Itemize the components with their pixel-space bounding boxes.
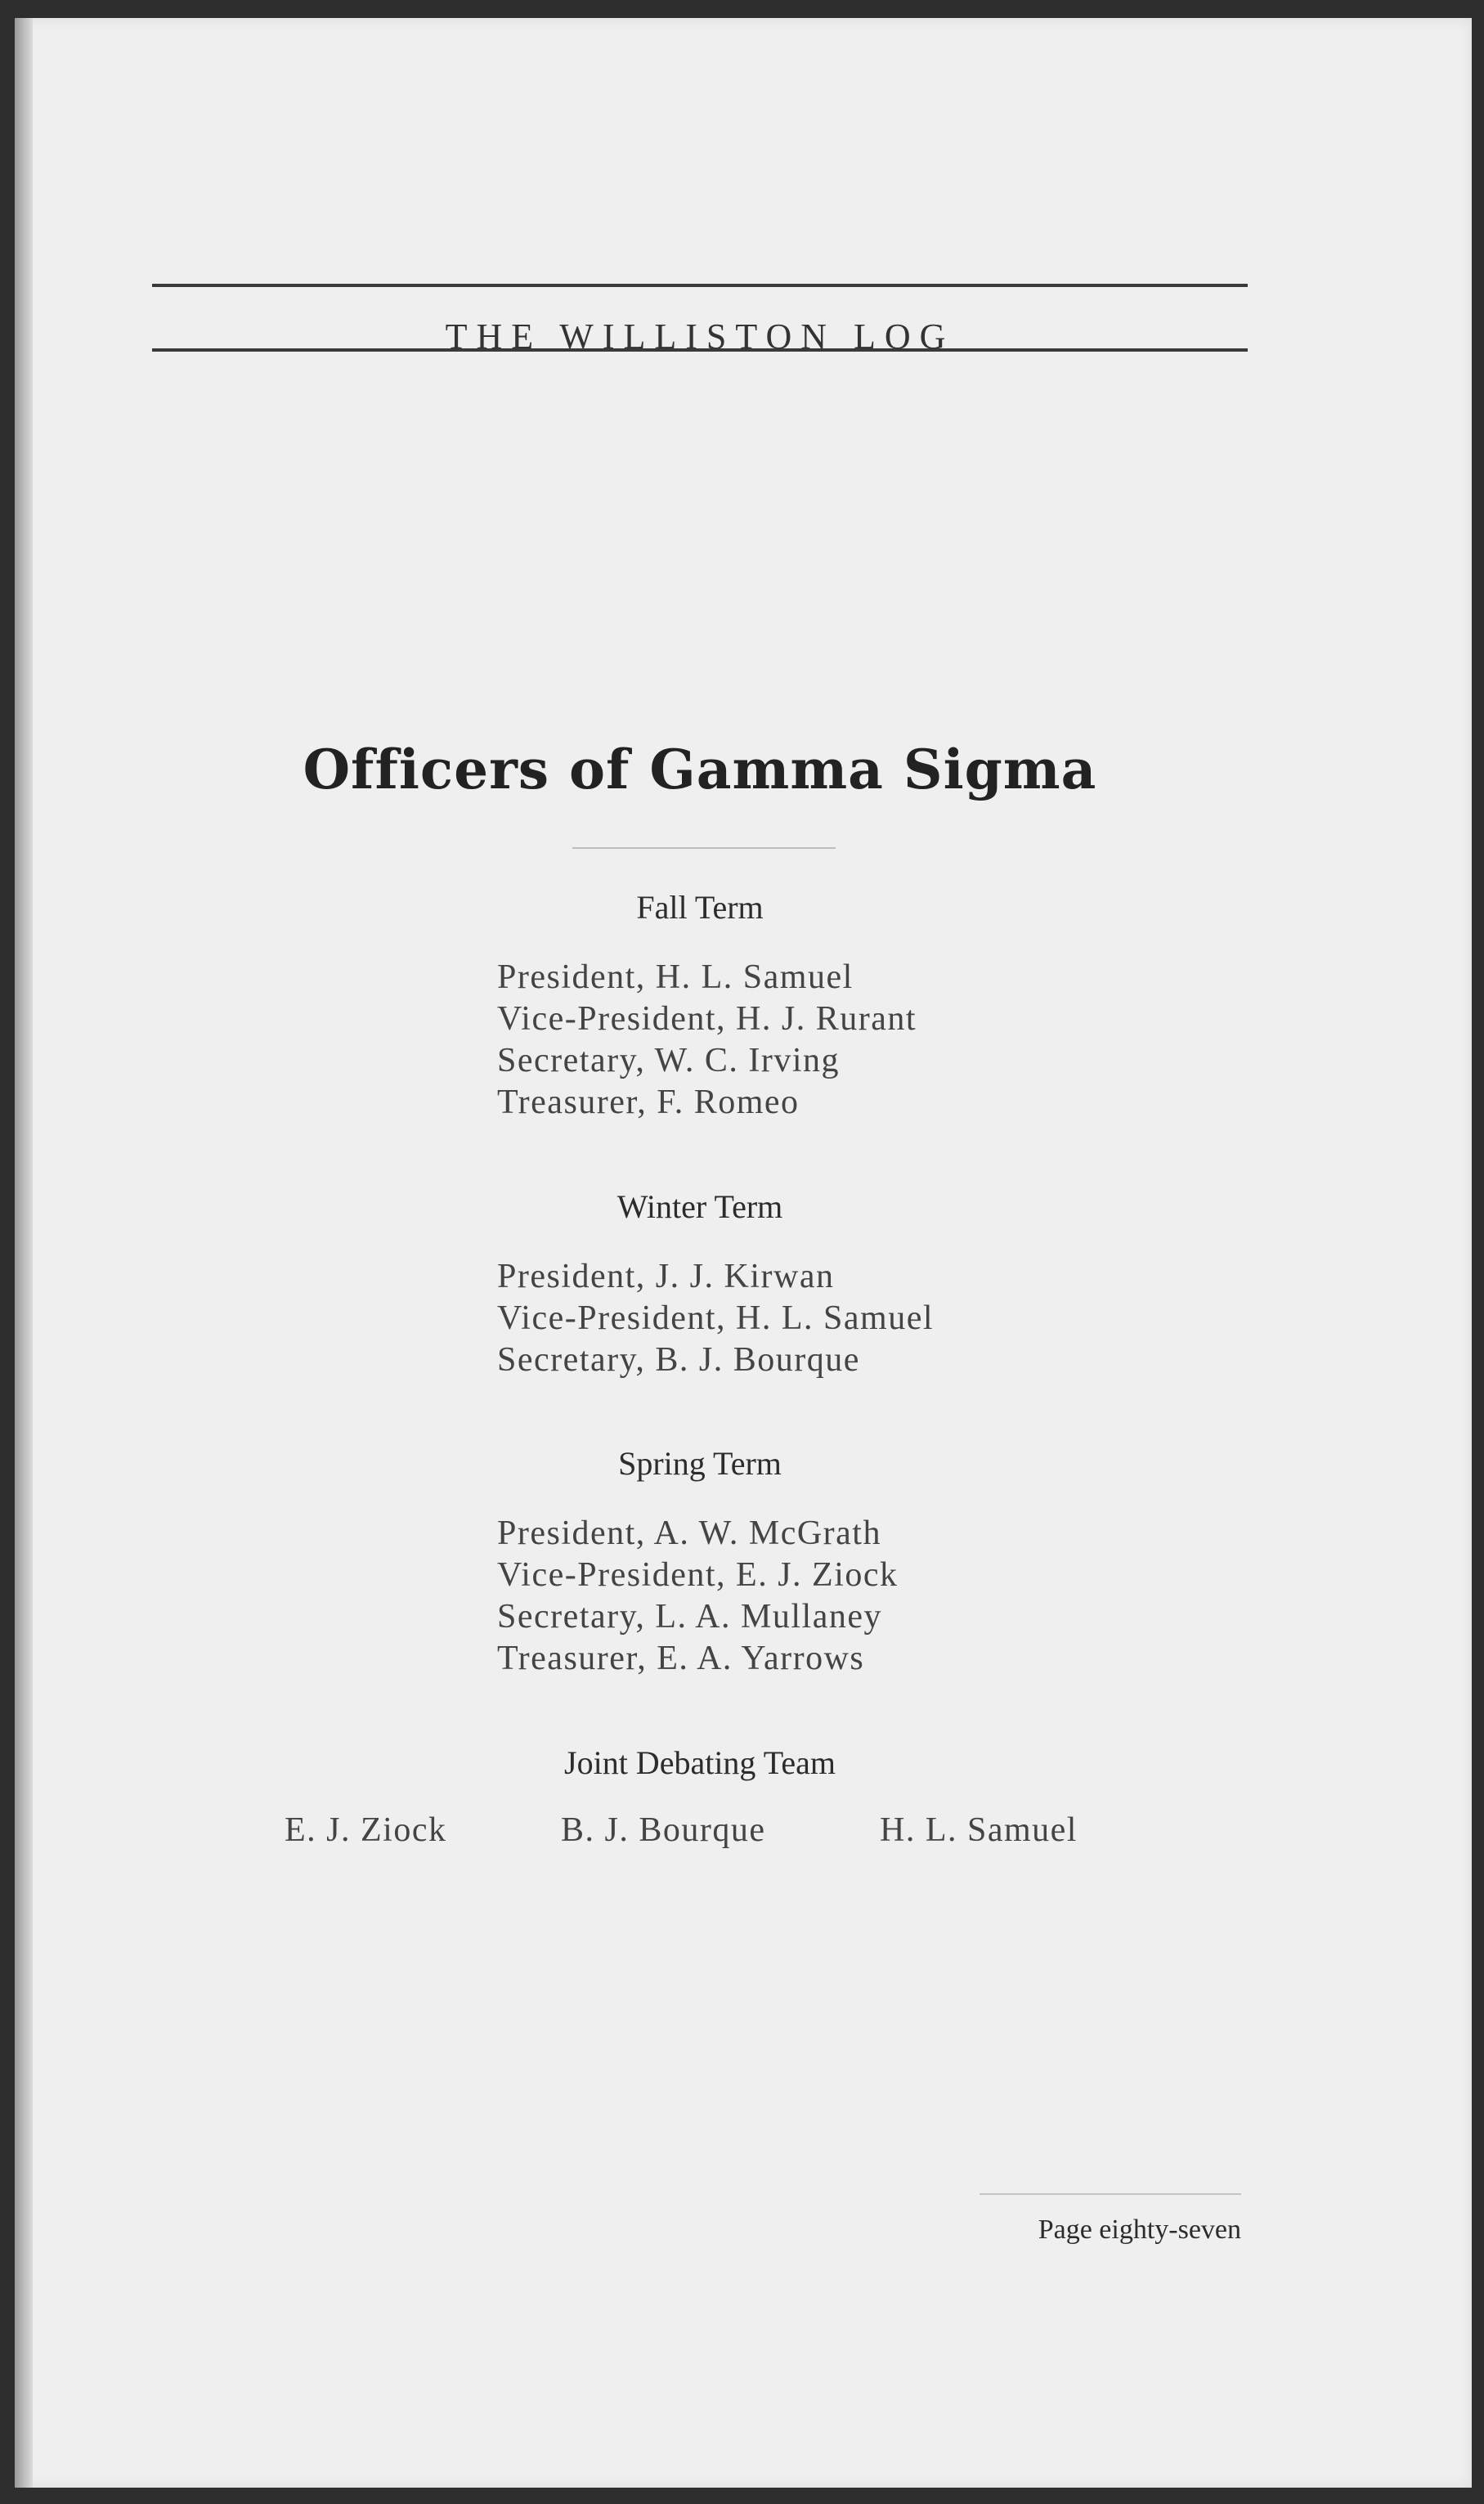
- officer-entry: President, A. W. McGrath: [497, 1515, 881, 1552]
- header-bottom-rule: [152, 348, 1248, 352]
- officer-entry: Vice-President, H. L. Samuel: [497, 1299, 935, 1337]
- header-top-rule: [152, 284, 1248, 287]
- winter-term-officers: [497, 1256, 934, 1381]
- officer-entry: Secretary, L. A. Mullaney: [497, 1598, 882, 1636]
- officer-entry: Vice-President, H. J. Rurant: [497, 1000, 917, 1038]
- running-header: THE WILLISTON LOG: [445, 316, 955, 357]
- debating-team-member: B. J. Bourque: [561, 1811, 766, 1849]
- fall-term-officers: [497, 957, 917, 1124]
- winter-term-heading: Winter Term: [616, 1188, 783, 1225]
- officer-entry: Secretary, W. C. Irving: [497, 1042, 841, 1079]
- officer-entry: President, J. J. Kirwan: [497, 1258, 835, 1295]
- book-page: [15, 18, 1472, 2488]
- officer-entry: Vice-President, E. J. Ziock: [497, 1556, 899, 1594]
- page-binding-edge: [15, 18, 33, 2488]
- debating-team-member: E. J. Ziock: [285, 1811, 447, 1849]
- officer-entry: Treasurer, E. A. Yarrows: [497, 1640, 865, 1677]
- spring-term-heading: Spring Term: [618, 1445, 782, 1482]
- spring-term-officers: [497, 1513, 899, 1680]
- fall-term-heading: Fall Term: [636, 889, 764, 926]
- officer-entry: President, H. L. Samuel: [497, 958, 854, 996]
- officer-entry: Secretary, B. J. Bourque: [497, 1341, 860, 1379]
- page-number: Page eighty-seven: [1038, 2215, 1241, 2245]
- debating-team-heading: Joint Debating Team: [564, 1744, 836, 1781]
- debating-team-member: H. L. Samuel: [880, 1811, 1078, 1849]
- officer-entry: Treasurer, F. Romeo: [497, 1084, 800, 1121]
- title-underline: [572, 847, 836, 849]
- footer-rule: [980, 2193, 1241, 2195]
- page-title: Officers of Gamma Sigma: [303, 738, 1097, 801]
